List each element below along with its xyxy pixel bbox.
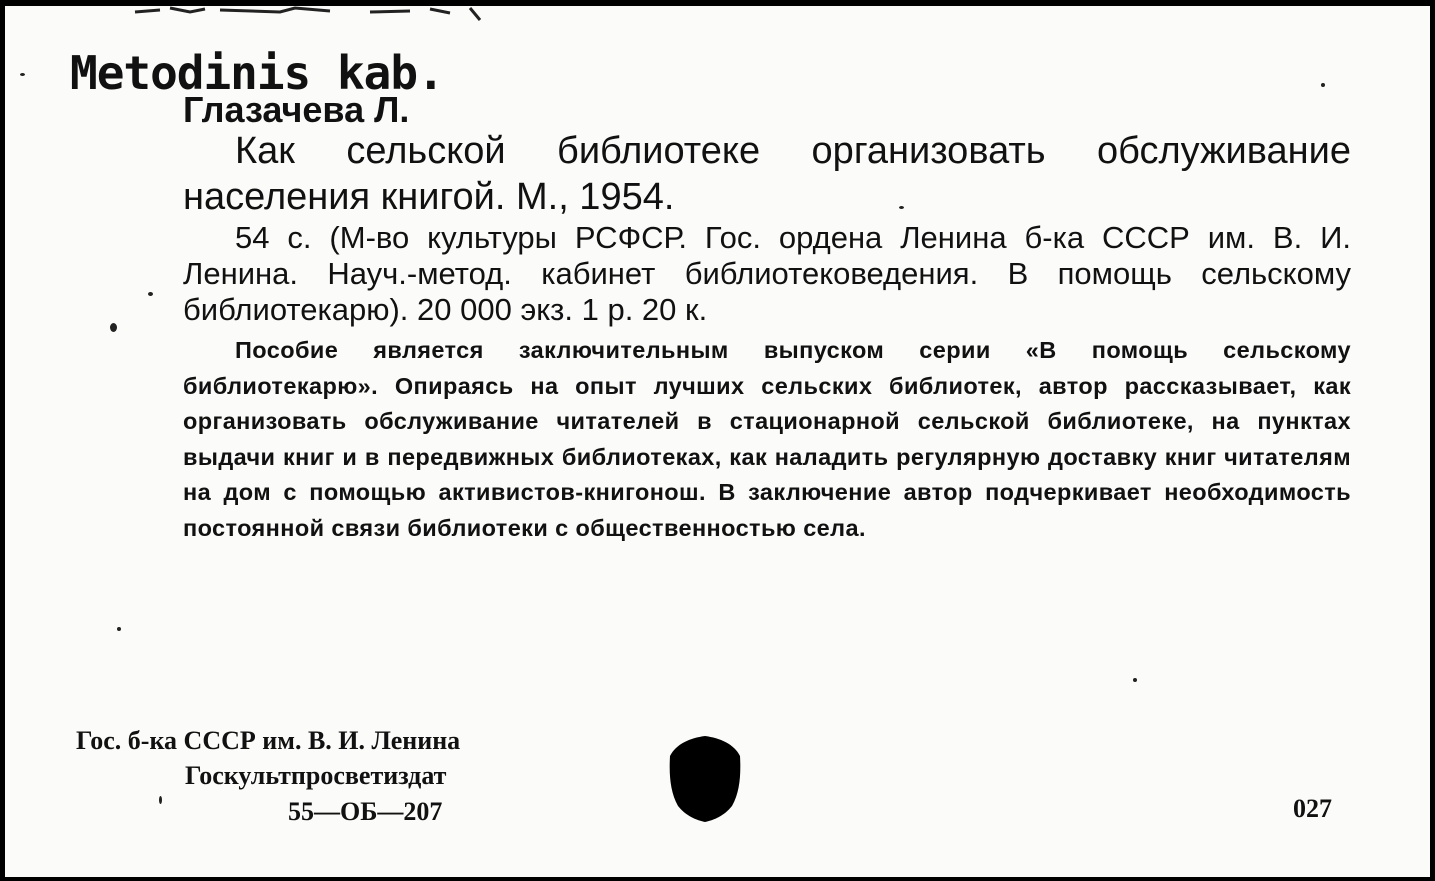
publisher-house: Госкультпросветиздат: [185, 761, 447, 790]
publisher-library: Гос. б-ка СССР им. В. И. Ленина: [76, 726, 461, 755]
author-name: Глазачева Л.: [183, 89, 410, 130]
speck: [148, 292, 153, 296]
card-number: 027: [1293, 794, 1332, 823]
speck: [117, 627, 121, 631]
annotation: Пособие является заключительным выпуском серии «В помощь сельскому библиотекарю». Опираясь на опыт лучших сельских библиотек, автор рассказывает, как организовать обслуживание читателей в стационарной сельской библиотеке, на пунктах выдачи книг и в передвижных библиотеках, как наладить регулярную доставку книг читателям на дом с помощью активистов-книгонош. В заключение автор подчеркивает необходимость постоянной связи библиотеки с общественностью села.: [183, 337, 1351, 541]
speck: [20, 73, 25, 76]
catalog-code: 55—ОБ—207: [288, 797, 443, 826]
speck: [899, 206, 904, 209]
stamp-text: Metodinis kab.: [70, 46, 444, 100]
book-title: Как сельской библиотеке организовать обслуживание населения книгой. М., 1954.: [183, 130, 1351, 218]
speck: [110, 323, 117, 332]
shield-icon: [668, 734, 742, 824]
speck: [159, 796, 162, 804]
speck: [1133, 678, 1137, 682]
speck: [1321, 83, 1325, 87]
bibliographic-description: 54 с. (М-во культуры РСФСР. Гос. ордена Ленина б-ка СССР им. В. И. Ленина. Науч.-метод. кабинет библиотековедения. В помощь сельскому библиотекарю). 20 000 экз. 1 р. 20 к.: [183, 220, 1351, 327]
top-edge-scribble: [130, 0, 490, 22]
